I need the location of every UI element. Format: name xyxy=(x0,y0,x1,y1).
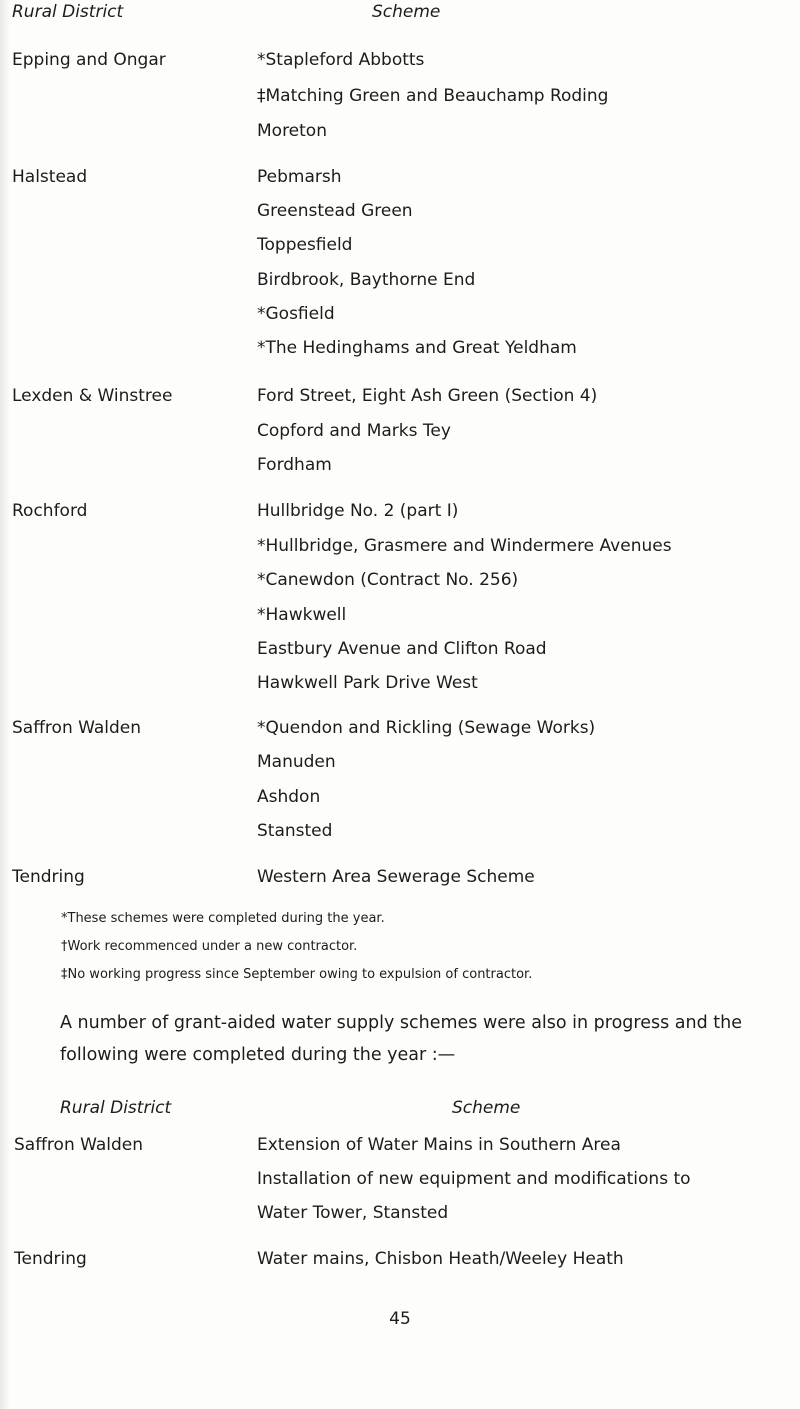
table1-row6-scheme: Toppesfield xyxy=(257,235,353,255)
table1-row15-scheme: *Canewdon (Contract No. 256) xyxy=(257,570,519,590)
table1-row21-scheme: Ashdon xyxy=(257,787,321,807)
table1-row7-scheme: Birdbrook, Baythorne End xyxy=(257,270,476,290)
table1-row19-scheme: *Quendon and Rickling (Sewage Works) xyxy=(257,718,596,738)
table1-row13-scheme: Hullbridge No. 2 (part I) xyxy=(257,501,459,521)
table1-row4-district: Halstead xyxy=(12,167,88,187)
paragraph-text: A number of grant-aided water supply schemes were also in progress and the following were completed during the year :— xyxy=(60,1013,742,1065)
table1-row8-scheme: *Gosfield xyxy=(257,304,335,324)
table1-row13-district: Rochford xyxy=(12,501,88,521)
table1-row14-scheme: *Hullbridge, Grasmere and Windermere Avenues xyxy=(257,536,672,556)
body-paragraph xyxy=(60,1007,800,1071)
table1-row20-scheme: Manuden xyxy=(257,752,336,772)
table2-header-district: Rural District xyxy=(60,1098,172,1118)
table1-header-scheme: Scheme xyxy=(372,2,441,22)
table1-row10-scheme: Ford Street, Eight Ash Green (Section 4) xyxy=(257,386,598,406)
table2-row1-district: Saffron Walden xyxy=(14,1135,144,1155)
table2-row3-scheme: Water Tower, Stansted xyxy=(257,1203,449,1223)
table1-row19-district: Saffron Walden xyxy=(12,718,142,738)
footnote-completed: *These schemes were completed during the year. xyxy=(61,911,385,926)
table1-row22-scheme: Stansted xyxy=(257,821,333,841)
table2-row4-scheme: Water mains, Chisbon Heath/Weeley Heath xyxy=(257,1249,624,1269)
table1-row1-scheme: *Stapleford Abbotts xyxy=(257,50,425,70)
table1-row16-scheme: *Hawkwell xyxy=(257,605,347,625)
table1-row10-district: Lexden & Winstree xyxy=(12,386,173,406)
table1-row11-scheme: Copford and Marks Tey xyxy=(257,421,451,441)
table1-row12-scheme: Fordham xyxy=(257,455,332,475)
table1-row17-scheme: Eastbury Avenue and Clifton Road xyxy=(257,639,547,659)
table1-header-district: Rural District xyxy=(12,2,124,22)
table2-row2-scheme: Installation of new equipment and modifications to xyxy=(257,1169,691,1189)
page-number: 45 xyxy=(389,1309,411,1329)
table1-row23-scheme: Western Area Sewerage Scheme xyxy=(257,867,535,887)
table1-row2-scheme: ‡Matching Green and Beauchamp Roding xyxy=(257,86,609,106)
table2-row4-district: Tendring xyxy=(14,1249,87,1269)
table1-row1-district: Epping and Ongar xyxy=(12,50,166,70)
table1-row23-district: Tendring xyxy=(12,867,85,887)
table1-row3-scheme: Moreton xyxy=(257,121,327,141)
page-edge-shadow xyxy=(0,0,10,1409)
table1-row5-scheme: Greenstead Green xyxy=(257,201,413,221)
table2-header-scheme: Scheme xyxy=(452,1098,521,1118)
footnote-no-progress: ‡No working progress since September owing to expulsion of contractor. xyxy=(61,967,533,982)
table1-row18-scheme: Hawkwell Park Drive West xyxy=(257,673,478,693)
footnote-recommenced: †Work recommenced under a new contractor. xyxy=(61,939,358,954)
table2-row1-scheme: Extension of Water Mains in Southern Area xyxy=(257,1135,621,1155)
table1-row9-scheme: *The Hedinghams and Great Yeldham xyxy=(257,338,577,358)
table1-row4-scheme: Pebmarsh xyxy=(257,167,342,187)
